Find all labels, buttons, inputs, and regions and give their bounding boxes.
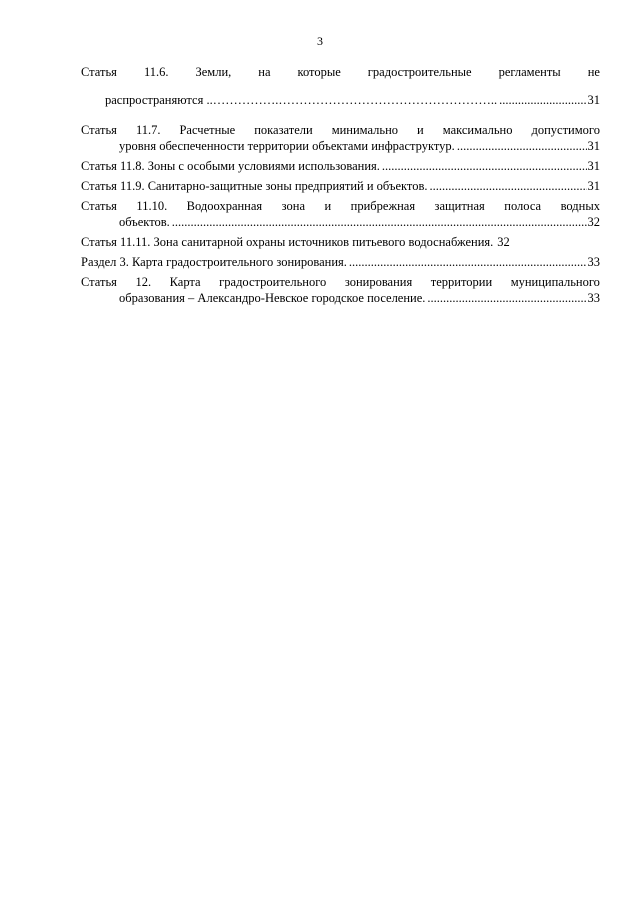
toc-entry-leader-line — [81, 214, 600, 230]
toc-entry-continuation: распространяются ..…………….…………………………………………….. — [105, 93, 498, 107]
toc-word: Статья — [81, 275, 117, 289]
toc-word: Расчетные — [179, 123, 236, 137]
toc-entry-leader-line — [81, 178, 600, 194]
toc-word: 11.10. — [136, 199, 168, 213]
toc-page-ref: 31 — [587, 179, 600, 193]
page-number: 3 — [317, 34, 323, 48]
toc-entry-title-line — [81, 198, 600, 214]
toc-entry-11-10[interactable] — [81, 198, 600, 230]
toc-entry-title: Статья 11.9. Санитарно-защитные зоны предприятий и объектов. — [81, 179, 428, 193]
toc-word: градостроительные — [367, 65, 472, 79]
toc-word: градостроительного — [219, 275, 327, 289]
toc-word: Карта — [169, 275, 201, 289]
toc-dot-leader — [429, 178, 586, 194]
toc-word: муниципального — [510, 275, 600, 289]
toc-word: и — [324, 199, 332, 213]
toc-word: зонирования — [344, 275, 413, 289]
toc-entry-leader-line — [81, 234, 600, 250]
toc-page-ref: 32 — [587, 215, 600, 229]
toc-word: 12. — [135, 275, 152, 289]
toc-word: показатели — [254, 123, 313, 137]
toc-entry-title: Статья 11.8. Зоны с особыми условиями использования. — [81, 159, 380, 173]
toc-page-ref: 32 — [497, 235, 510, 249]
toc-word: водных — [560, 199, 600, 213]
toc-entry-title: Раздел 3. Карта градостроительного зонирования. — [81, 255, 347, 269]
toc-word: которые — [297, 65, 341, 79]
toc-entry-title-line — [81, 64, 600, 88]
table-of-contents — [81, 64, 600, 306]
toc-word: максимально — [442, 123, 513, 137]
toc-word: полоса — [504, 199, 542, 213]
toc-entry-11-11[interactable] — [81, 234, 600, 250]
toc-entry-continuation: объектов. — [119, 215, 170, 229]
toc-dot-leader — [457, 138, 587, 154]
toc-entry-11-7[interactable] — [81, 122, 600, 154]
toc-word: территории — [430, 275, 493, 289]
toc-word: Статья — [81, 199, 117, 213]
toc-entry-title-line — [81, 274, 600, 290]
toc-word: Статья — [81, 123, 117, 137]
toc-word: Статья — [81, 65, 117, 79]
toc-word: на — [258, 65, 271, 79]
toc-word: регламенты — [498, 65, 561, 79]
toc-page-ref: 31 — [587, 159, 600, 173]
toc-entry-title: Статья 11.11. Зона санитарной охраны источников питьевого водоснабжения. — [81, 235, 494, 249]
toc-dot-leader — [349, 254, 587, 270]
toc-entry-leader-line — [81, 290, 600, 306]
toc-page-ref: 33 — [587, 255, 600, 269]
toc-page-ref: 31 — [587, 139, 600, 153]
toc-entry-continuation: образования – Александро-Невское городское поселение. — [119, 291, 426, 305]
toc-word: допустимого — [531, 123, 600, 137]
toc-word: минимально — [331, 123, 399, 137]
toc-dot-leader — [382, 158, 587, 174]
toc-entry-leader-line — [81, 138, 600, 154]
toc-entry-title-line — [81, 122, 600, 138]
toc-word: зона — [281, 199, 306, 213]
toc-entry-leader-line — [81, 158, 600, 174]
toc-entry-continuation: уровня обеспеченности территории объектами инфраструктур. — [119, 139, 455, 153]
toc-word: прибрежная — [350, 199, 416, 213]
toc-entry-section-3[interactable] — [81, 254, 600, 270]
toc-word: защитная — [434, 199, 485, 213]
toc-entry-11-9[interactable] — [81, 178, 600, 194]
toc-dot-leader — [427, 290, 586, 306]
toc-word: 11.7. — [135, 123, 161, 137]
toc-word: и — [417, 123, 424, 137]
toc-word: не — [587, 65, 600, 79]
toc-page-ref: 31 — [587, 93, 600, 107]
toc-word: Земли, — [195, 65, 232, 79]
toc-entry-12[interactable] — [81, 274, 600, 306]
toc-entry-leader-line — [81, 92, 600, 108]
toc-entry-11-8[interactable] — [81, 158, 600, 174]
toc-page-ref: 33 — [587, 291, 600, 305]
toc-word: 11.6. — [143, 65, 169, 79]
toc-entry-leader-line — [81, 254, 600, 270]
toc-entry-11-6[interactable] — [81, 64, 600, 120]
toc-dot-leader — [172, 214, 587, 230]
toc-dot-leader — [499, 92, 586, 108]
toc-word: Водоохранная — [186, 199, 263, 213]
